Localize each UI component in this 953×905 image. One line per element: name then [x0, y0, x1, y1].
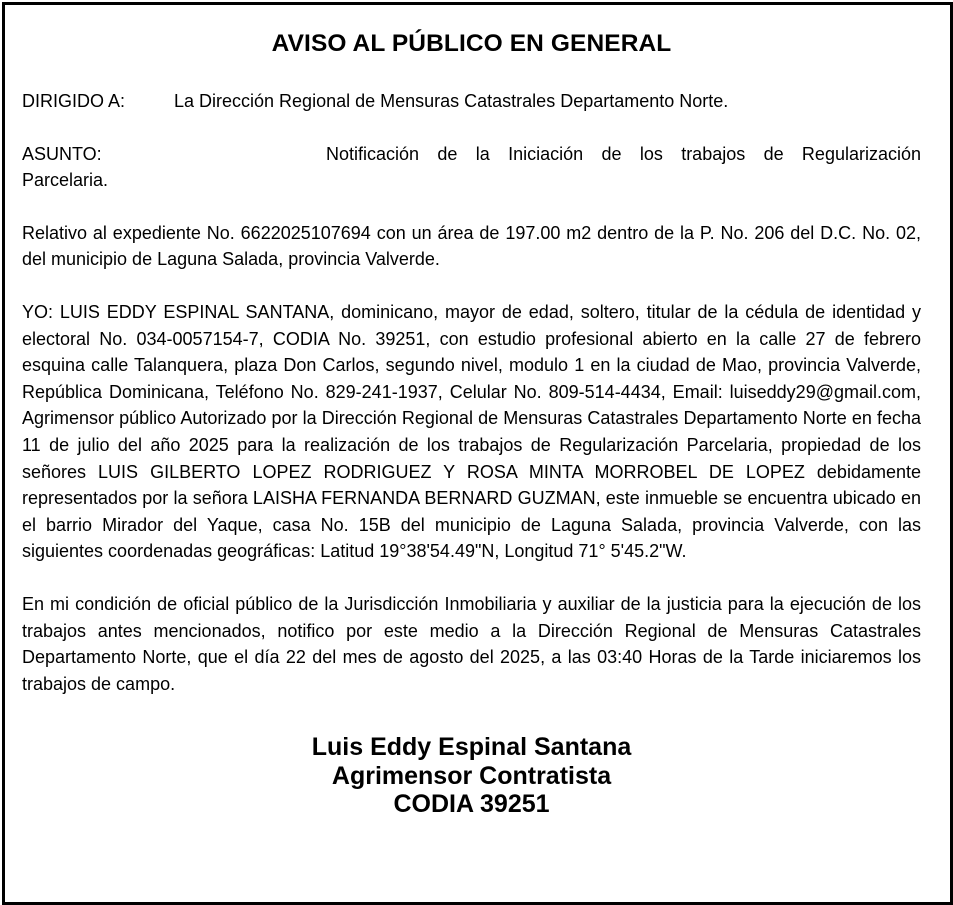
signature-codia: CODIA 39251 — [393, 790, 550, 819]
dirigido-row — [22, 88, 921, 115]
relativo-paragraph: Relativo al expediente No. 6622025107694 con un área de 197.00 m2 dentro de la P. No. 206 del D.C. No. 02, del municipio de Laguna Salada, provincia Valverde. — [22, 222, 921, 270]
asunto-line — [22, 141, 921, 168]
dirigido-label: DIRIGIDO A: — [22, 91, 126, 111]
signature-block — [22, 733, 921, 819]
asunto-value: Notificación de la Iniciación de los trabajos de Regularización — [326, 143, 921, 164]
dirigido-value: La Dirección Regional de Mensuras Catastrales Departamento Norte. — [174, 91, 729, 111]
signature-name: Luis Eddy Espinal Santana — [311, 733, 632, 762]
asunto-value-continued: Parcelaria. — [22, 170, 109, 191]
asunto-label: ASUNTO: — [22, 143, 102, 164]
notice-title: AVISO AL PÚBLICO EN GENERAL — [271, 30, 672, 57]
notice-content — [22, 28, 921, 819]
signature-role: Agrimensor Contratista — [331, 761, 612, 790]
condition-paragraph: En mi condición de oficial público de la Jurisdicción Inmobiliaria y auxiliar de la justicia para la ejecución de los trabajos antes mencionados, notifico por este medio a la Dirección Regional de Mensuras Catastrales Departamento Norte, que el día 22 del mes de agosto del 2025, a las 03:40 Horas de la Tarde iniciaremos los trabajos de campo. — [22, 593, 921, 694]
declarant-paragraph: YO: LUIS EDDY ESPINAL SANTANA, dominicano, mayor de edad, soltero, titular de la cédula de identidad y electoral No. 034-0057154-7, CODIA No. 39251, con estudio profesional abierto en la calle 27 de febrero esquina calle Talanquera, plaza Don Carlos, segundo nivel, modulo 1 en la ciudad de Mao, provincia Valverde, República Dominicana, Teléfono No. 829-241-1937, Celular No. 809-514-4434, Email: luiseddy29@gmail.com, Agrimensor público Autorizado por la Dirección Regional de Mensuras Catastrales Departamento Norte en fecha 11 de julio del año 2025 para la realización de los trabajos de Regularización Parcelaria, propiedad de los señores LUIS GILBERTO LOPEZ RODRIGUEZ Y ROSA MINTA MORROBEL DE LOPEZ debidamente representados por la señora LAISHA FERNANDA BERNARD GUZMAN, este inmueble se encuentra ubicado en el barrio Mirador del Yaque, casa No. 15B del municipio de Laguna Salada, provincia Valverde, con las siguientes coordenadas geográficas: Latitud 19°38'54.49"N, Longitud 71° 5'45.2"W. — [22, 301, 921, 562]
asunto-row — [22, 141, 921, 194]
